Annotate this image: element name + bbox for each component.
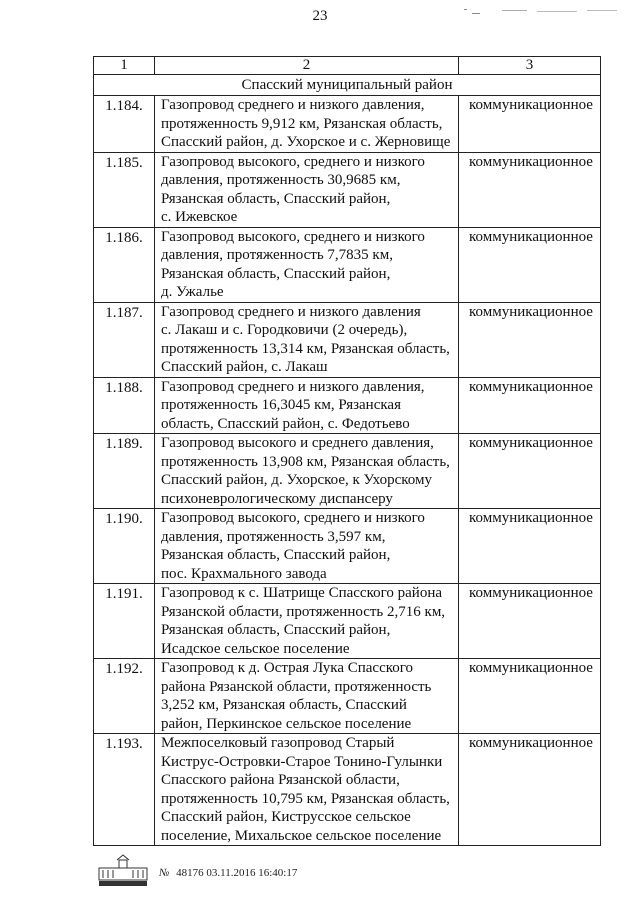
object-description — [155, 509, 459, 584]
object-type: коммуникационное — [459, 227, 601, 302]
description-line: Газопровод среднего и низкого давления, — [161, 97, 425, 113]
object-description — [155, 152, 459, 227]
description-line: протяженность 16,3045 км, Рязанская — [161, 397, 401, 413]
description-line: протяженность 13,314 км, Рязанская область, — [161, 340, 450, 357]
table-row — [94, 377, 601, 434]
row-number: 1.192. — [94, 659, 155, 734]
description-line: Спасский район, д. Ухорское и с. Жерновище — [161, 134, 451, 150]
description-line: Спасский район, д. Ухорское, к Ухорскому — [161, 472, 432, 488]
footer — [97, 852, 297, 890]
description-line: Рязанская область, Спасский район, — [161, 547, 391, 563]
object-description — [155, 659, 459, 734]
description-line: Спасского района Рязанской области, — [161, 772, 400, 788]
description-line: Спасский район, Киструсское сельское — [161, 809, 411, 825]
description-line: с. Лакаш и с. Городковичи (2 очередь), — [161, 322, 408, 338]
description-line: Рязанская область, Спасский район, — [161, 190, 391, 207]
description-line: Газопровод к с. Шатрище Спасского района — [161, 585, 443, 601]
object-type: коммуникационное — [459, 734, 601, 846]
object-description — [155, 734, 459, 846]
description-line: область, Спасский район, с. Федотьево — [161, 415, 410, 432]
object-type: коммуникационное — [459, 509, 601, 584]
description-line: Киструс-Островки-Старое Тонино-Гулынки — [161, 753, 443, 770]
description-line: д. Ужалье — [161, 284, 224, 300]
section-row — [94, 75, 601, 96]
row-number: 1.187. — [94, 302, 155, 377]
table-row — [94, 434, 601, 509]
description-line: Рязанская область, Спасский район, — [161, 265, 391, 282]
object-type: коммуникационное — [459, 152, 601, 227]
description-line: пос. Крахмального завода — [161, 565, 327, 582]
section-title: Спасский муниципальный район — [94, 75, 601, 96]
table-row — [94, 734, 601, 846]
row-number: 1.193. — [94, 734, 155, 846]
number-sign: № — [159, 867, 170, 879]
table-row — [94, 659, 601, 734]
row-number: 1.188. — [94, 377, 155, 434]
description-line: Рязанская область, Спасский район, — [161, 622, 391, 638]
object-description — [155, 302, 459, 377]
row-number: 1.191. — [94, 584, 155, 659]
description-line: Газопровод высокого, среднего и низкого — [161, 510, 425, 526]
table-row — [94, 584, 601, 659]
row-number: 1.186. — [94, 227, 155, 302]
object-description — [155, 227, 459, 302]
object-type: коммуникационное — [459, 584, 601, 659]
object-type: коммуникационное — [459, 434, 601, 509]
description-line: Межпоселковый газопровод Старый — [161, 735, 395, 751]
description-line: Рязанской области, протяженность 2,716 км, — [161, 603, 446, 620]
column-number: 3 — [459, 57, 601, 75]
description-line: Исадское сельское поселение — [161, 640, 350, 657]
page-number: 23 — [312, 8, 328, 24]
object-type: коммуникационное — [459, 96, 601, 153]
object-description — [155, 584, 459, 659]
object-type: коммуникационное — [459, 377, 601, 434]
description-line: давления, протяженность 7,7835 км, — [161, 247, 393, 263]
table-row — [94, 96, 601, 153]
document-number: 48176 — [176, 867, 204, 879]
table-row — [94, 227, 601, 302]
table-row — [94, 152, 601, 227]
document-stamp — [159, 867, 297, 879]
description-line: давления, протяженность 30,9685 км, — [161, 172, 401, 188]
registry-table — [93, 56, 601, 846]
description-line: поселение, Михальское сельское поселение — [161, 827, 442, 844]
description-line: с. Ижевское — [161, 209, 238, 225]
row-number: 1.190. — [94, 509, 155, 584]
table-row — [94, 302, 601, 377]
row-number: 1.189. — [94, 434, 155, 509]
description-line: давления, протяженность 3,597 км, — [161, 528, 386, 545]
description-line: Газопровод к д. Острая Лука Спасского — [161, 660, 414, 676]
object-description — [155, 434, 459, 509]
description-line: Газопровод высокого, среднего и низкого — [161, 153, 425, 170]
description-line: протяженность 13,908 км, Рязанская область, — [161, 453, 450, 470]
column-number: 1 — [94, 57, 155, 75]
description-line: 3,252 км, Рязанская область, Спасский — [161, 697, 407, 713]
table-row — [94, 509, 601, 584]
row-number: 1.184. — [94, 96, 155, 153]
description-line: Газопровод высокого, среднего и низкого — [161, 228, 425, 245]
column-number: 2 — [155, 57, 459, 75]
object-description — [155, 377, 459, 434]
description-line: Спасский район, с. Лакаш — [161, 359, 328, 375]
description-line: протяженность 10,795 км, Рязанская область, — [161, 790, 450, 807]
row-number: 1.185. — [94, 152, 155, 227]
object-description — [155, 96, 459, 153]
scan-artifact — [462, 9, 622, 19]
government-building-logo — [97, 854, 149, 888]
description-line: район, Перкинское сельское поселение — [161, 715, 412, 732]
column-number-row — [94, 57, 601, 75]
description-line: Газопровод среднего и низкого давления, — [161, 378, 425, 395]
description-line: Газопровод высокого и среднего давления, — [161, 435, 434, 451]
description-line: района Рязанской области, протяженность — [161, 678, 432, 695]
object-type: коммуникационное — [459, 659, 601, 734]
description-line: психоневрологическому диспансеру — [161, 490, 393, 507]
description-line: Газопровод среднего и низкого давления — [161, 303, 421, 320]
object-type: коммуникационное — [459, 302, 601, 377]
document-timestamp: 03.11.2016 16:40:17 — [206, 867, 298, 879]
description-line: протяженность 9,912 км, Рязанская область, — [161, 115, 443, 132]
